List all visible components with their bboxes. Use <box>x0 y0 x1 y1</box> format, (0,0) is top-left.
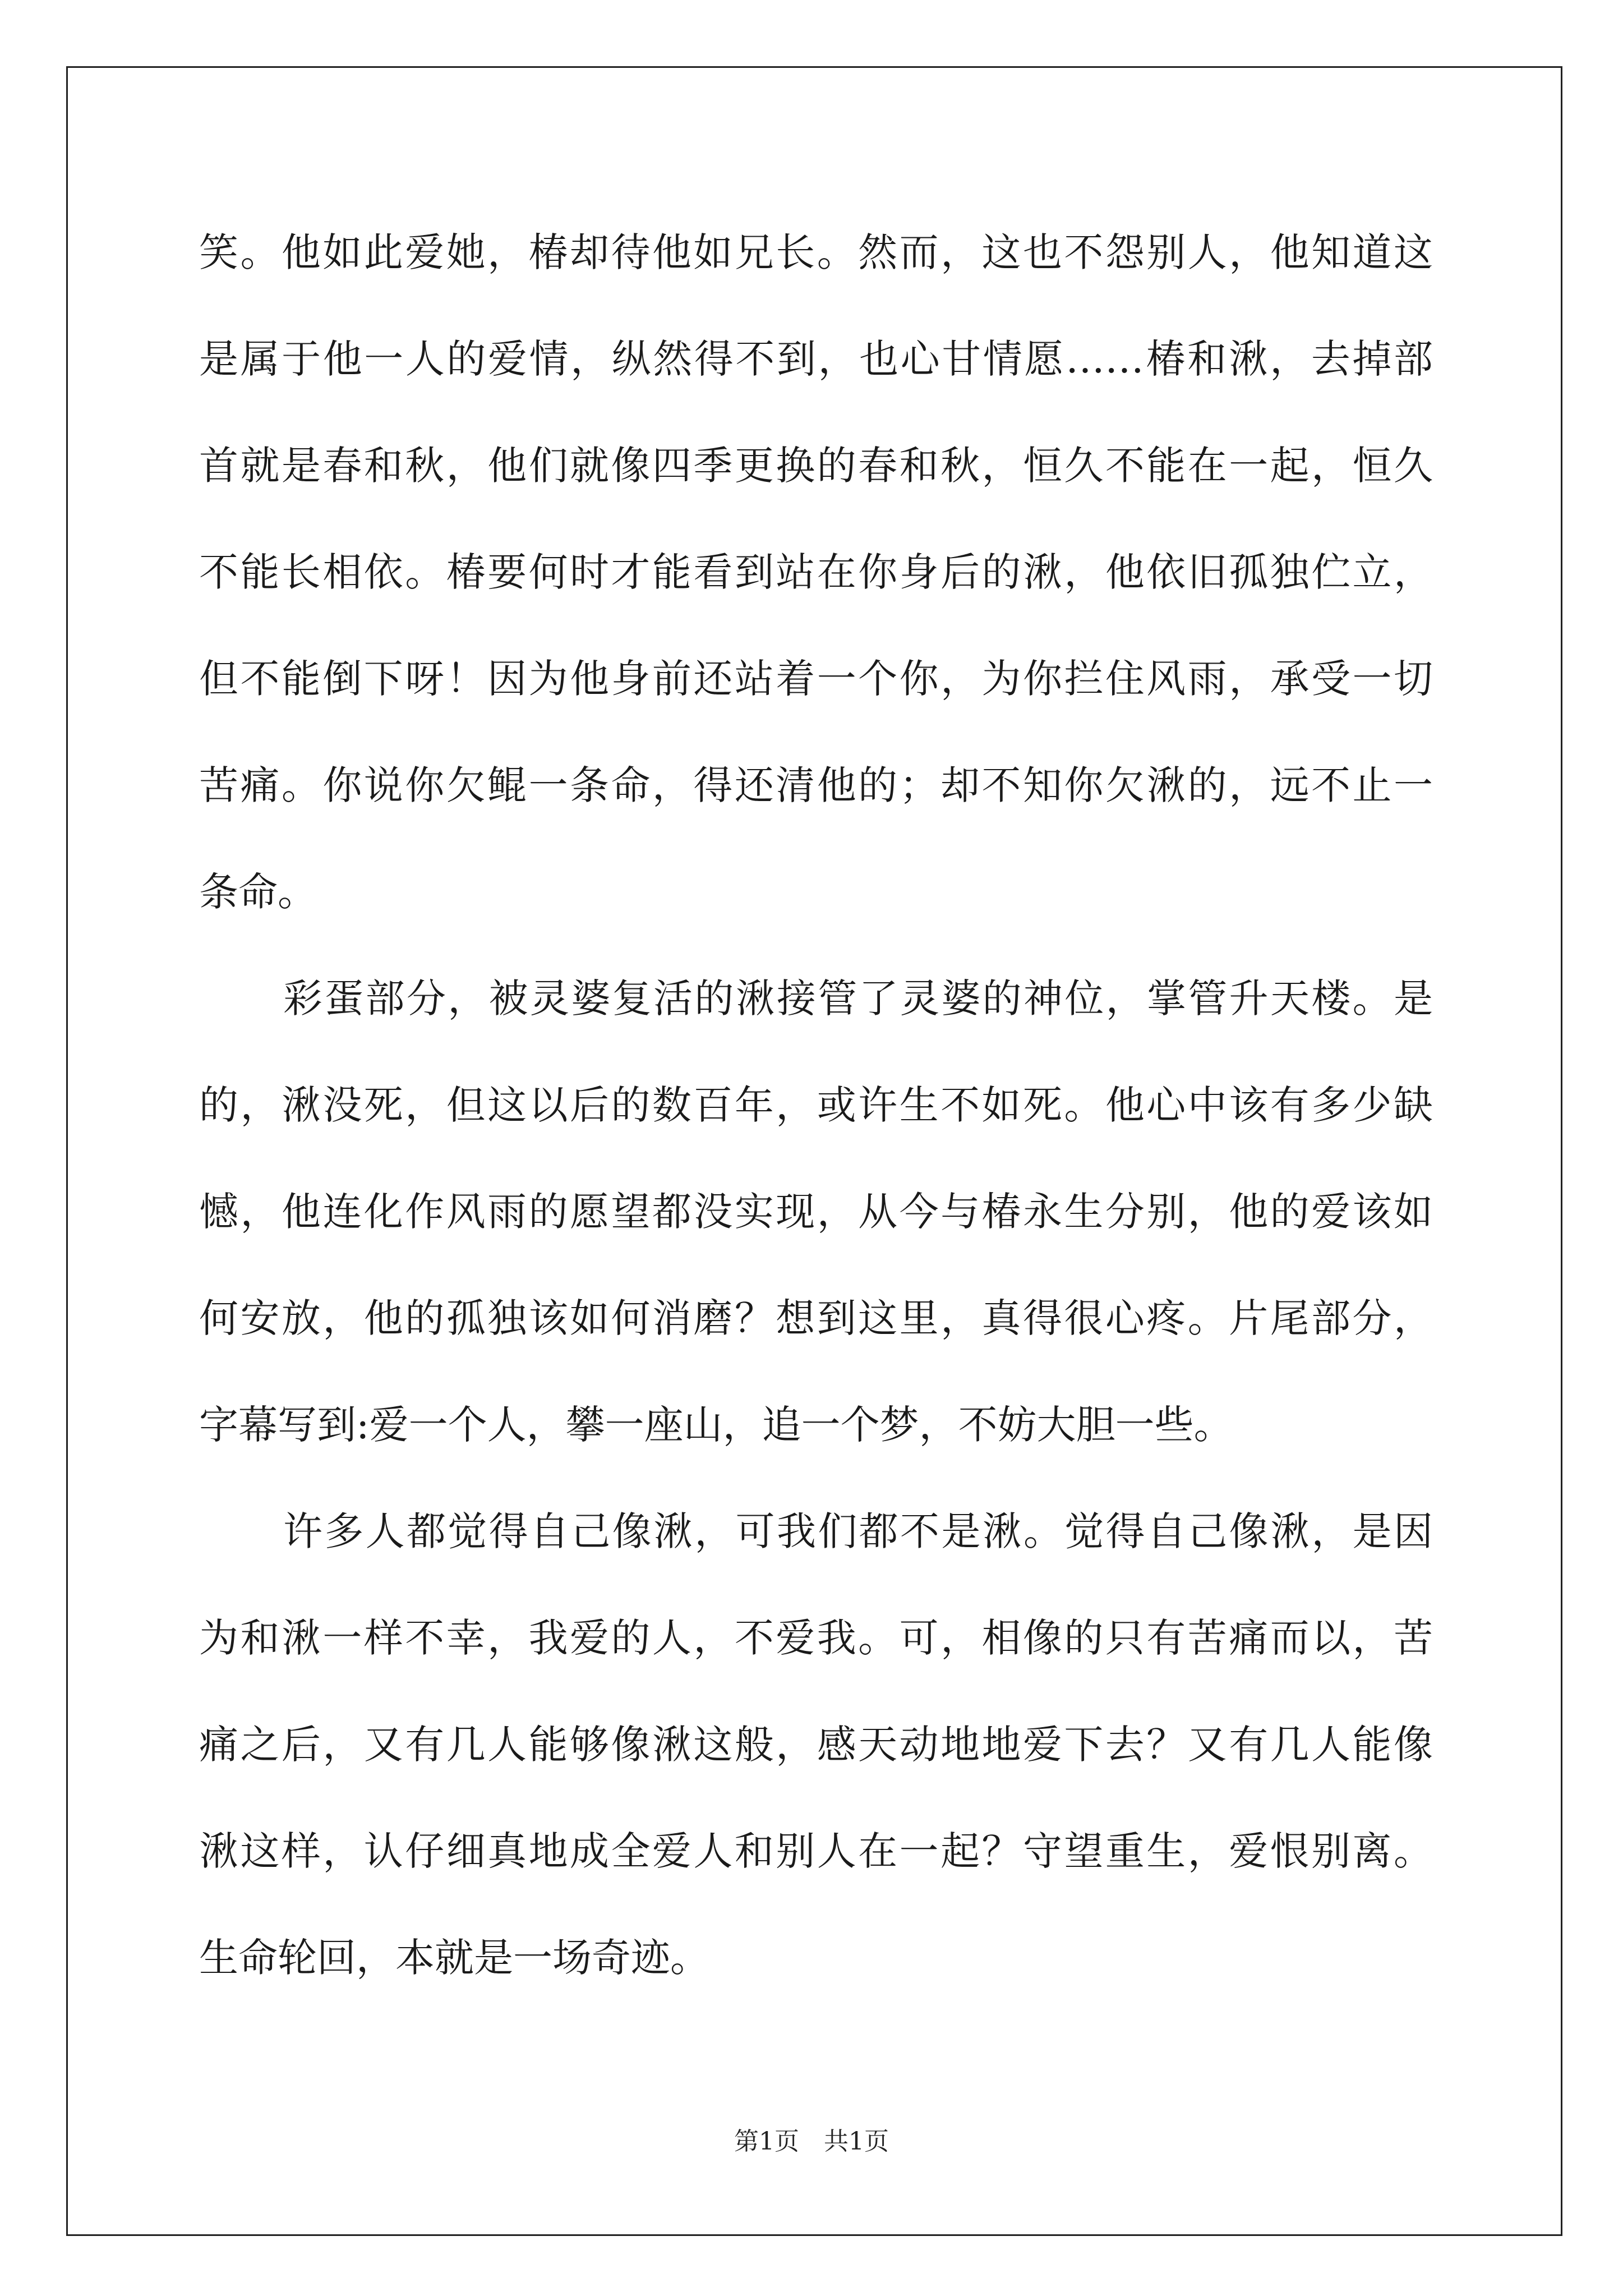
text-line: 是属于他一人的爱情，纵然得不到，也心甘情愿……椿和湫，去掉部 <box>199 336 1433 382</box>
paragraph-3 <box>199 1478 1433 2011</box>
paragraph-1 <box>199 199 1433 945</box>
text-line: 不能长相依。椿要何时才能看到站在你身后的湫，他依旧孤独伫立， <box>199 549 1433 595</box>
text-line: 条命。 <box>199 869 317 915</box>
text-line: 苦痛。你说你欠鲲一条命，得还清他的；却不知你欠湫的，远不止一 <box>199 762 1433 808</box>
text-line: 为和湫一样不幸，我爱的人，不爱我。可，相像的只有苦痛而以，苦 <box>199 1615 1433 1661</box>
page-number-footer: 第1页 共1页 <box>734 2127 889 2156</box>
text-line: 但不能倒下呀！因为他身前还站着一个你，为你拦住风雨，承受一切 <box>199 656 1433 702</box>
text-line: 何安放，他的孤独该如何消磨？想到这里，真得很心疼。片尾部分， <box>199 1295 1433 1341</box>
paragraph-2 <box>199 945 1433 1478</box>
text-line: 彩蛋部分，被灵婆复活的湫接管了灵婆的神位，掌管升天楼。是 <box>283 976 1433 1022</box>
text-line: 憾，他连化作风雨的愿望都没实现，从今与椿永生分别，他的爱该如 <box>199 1189 1433 1235</box>
text-line: 湫这样，认仔细真地成全爱人和别人在一起？守望重生，爱恨别离。 <box>199 1828 1433 1874</box>
text-line: 痛之后，又有几人能够像湫这般，感天动地地爱下去？又有几人能像 <box>199 1722 1433 1768</box>
text-line: 首就是春和秋，他们就像四季更换的春和秋，恒久不能在一起，恒久 <box>199 443 1433 489</box>
text-line: 许多人都觉得自己像湫，可我们都不是湫。觉得自己像湫，是因 <box>283 1508 1433 1554</box>
text-line: 的，湫没死，但这以后的数百年，或许生不如死。他心中该有多少缺 <box>199 1082 1433 1128</box>
document-body <box>199 199 1433 2011</box>
text-line: 笑。他如此爱她，椿却待他如兄长。然而，这也不怨别人，他知道这 <box>199 229 1433 275</box>
text-line: 生命轮回，本就是一场奇迹。 <box>199 1935 709 1981</box>
text-line: 字幕写到:爱一个人，攀一座山，追一个梦，不妨大胆一些。 <box>199 1402 1233 1448</box>
